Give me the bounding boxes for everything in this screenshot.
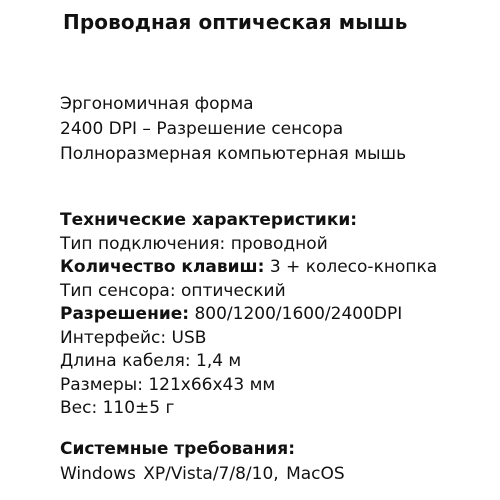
spec-row-interface: [60, 327, 437, 351]
spec-row-connection: [60, 233, 437, 257]
spec-row-buttons: [60, 256, 437, 280]
page-title: Проводная оптическая мышь: [63, 10, 408, 34]
spec-label: Размеры:: [60, 374, 143, 395]
specs-heading: Технические характеристики:: [60, 210, 358, 230]
feature-item: Эргономичная форма: [60, 94, 254, 114]
spec-value: 110±5 г: [97, 398, 175, 418]
spec-row-cable-length: [60, 350, 437, 374]
feature-list: [60, 92, 406, 167]
spec-label: Тип подключения:: [60, 233, 226, 254]
spec-value: оптический: [175, 280, 286, 301]
specs-section: [60, 209, 437, 421]
spec-label: Тип сенсора:: [60, 280, 176, 301]
spec-label: Интерфейс:: [60, 327, 167, 348]
spec-row-dimensions: [60, 374, 437, 398]
spec-label: Длина кабеля:: [60, 351, 191, 371]
spec-value: 121x66x43 мм: [142, 374, 276, 395]
requirements-heading: Системные требования:: [60, 439, 296, 459]
spec-row-weight: [60, 397, 437, 421]
spec-label: Разрешение:: [60, 304, 190, 324]
feature-item: 2400 DPI – Разрешение сенсора: [60, 119, 344, 139]
feature-item: Полноразмерная компьютерная мышь: [60, 144, 407, 164]
spec-row-sensor-type: [60, 280, 437, 304]
spec-value: USB: [166, 327, 207, 348]
spec-value: 3 + колесо-кнопка: [264, 257, 438, 277]
requirements-os: Windows XP/Vista/7/8/10, MacOS: [60, 464, 345, 484]
spec-value: проводной: [225, 233, 328, 254]
spec-label: Вес:: [60, 398, 98, 418]
spec-label: Количество клавиш:: [60, 257, 265, 277]
spec-value: 1,4 м: [190, 351, 242, 371]
spec-value: 800/1200/1600/2400DPI: [189, 304, 403, 324]
spec-row-resolution: [60, 303, 437, 327]
requirements-section: [60, 437, 345, 487]
